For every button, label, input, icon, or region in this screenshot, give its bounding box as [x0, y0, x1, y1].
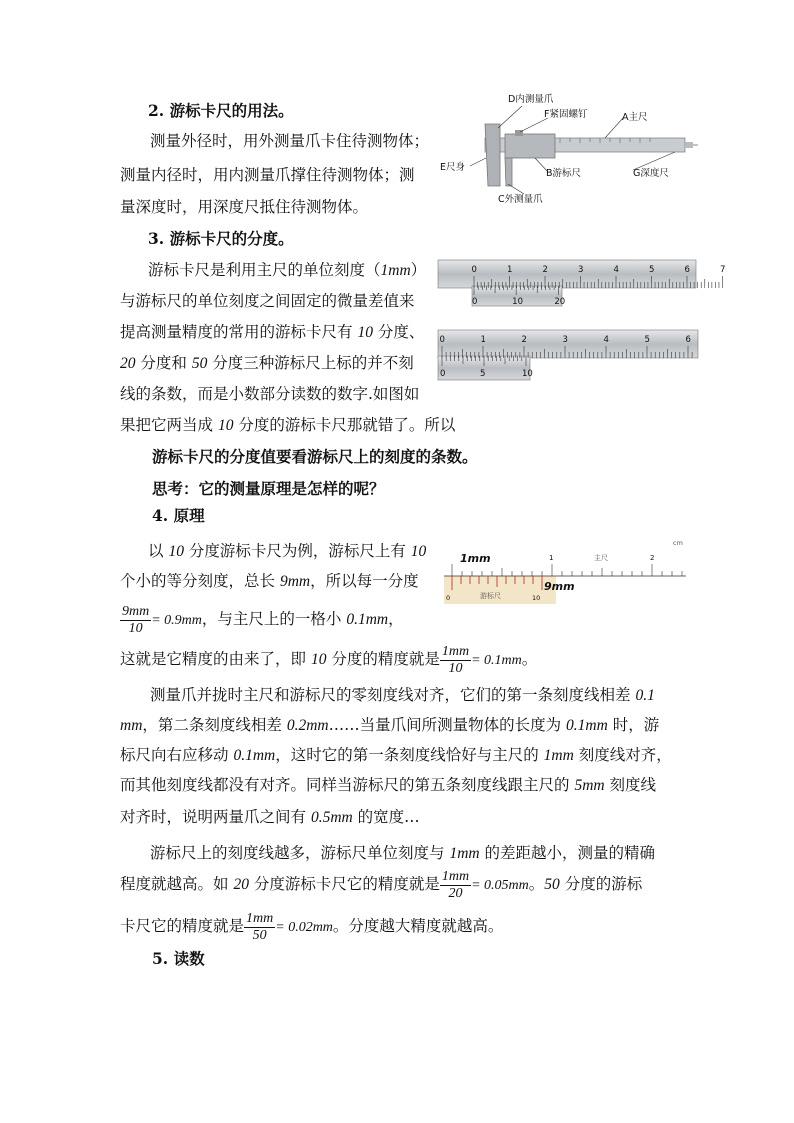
text: 对齐时，说明两量爪之间有 — [120, 808, 311, 826]
equation: = 0.05mm — [471, 878, 529, 893]
paragraph-line — [120, 640, 537, 678]
text: ，所以每一分度 — [310, 572, 419, 590]
denominator: 50 — [252, 927, 267, 943]
text: 0.1mm — [233, 747, 276, 764]
paragraph-line: 量深度时，用深度尺抵住待测物体。 — [120, 198, 369, 216]
text: 50 — [544, 876, 560, 893]
paragraph-line — [120, 864, 642, 904]
ruler-figure-20-division — [438, 258, 726, 308]
text: 刻度线对齐， — [573, 746, 672, 764]
numerator: 1mm — [246, 910, 274, 926]
main-scale-label: 6 — [685, 335, 691, 345]
text: 10 — [357, 324, 373, 341]
text: 个小的等分刻度，总长 — [120, 572, 280, 590]
text: 分度、 — [372, 323, 425, 341]
main-scale-label: 4 — [603, 335, 609, 345]
vernier-scale-label: 0 — [472, 297, 478, 307]
numerator: 9mm — [122, 603, 150, 619]
paragraph-line — [120, 352, 414, 375]
main-scale-label: 3 — [578, 265, 584, 275]
text: mm — [120, 717, 143, 734]
v0-label: 0 — [446, 594, 451, 602]
text: 10 — [410, 543, 427, 560]
text: ，这时它的第一条刻度线恰好与主尺的 — [275, 746, 544, 764]
numerator: 1mm — [441, 868, 470, 884]
equation: = 0.9mm — [151, 613, 202, 628]
paragraph-line — [120, 414, 455, 437]
text: 分度三种游标尺上标的并不刻 — [207, 354, 414, 372]
equation: = 0.1mm — [471, 653, 522, 668]
text: 分度的游标卡尺那就错了。所以 — [233, 416, 456, 434]
tick-1: 1 — [549, 554, 554, 562]
main-scale-label: 4 — [613, 265, 619, 275]
text: 而其他刻度线都没有对齐。同样当游标尺的第五条刻度线跟主尺的 — [120, 776, 575, 794]
text: 20 — [120, 355, 136, 372]
vernier-scale-label: 游标尺 — [480, 592, 501, 600]
text: 。 — [528, 875, 545, 893]
text: 5mm — [574, 777, 605, 794]
text: 分度游标卡尺它的精度就是 — [248, 875, 440, 893]
paragraph-line — [120, 321, 424, 344]
paragraph-line — [120, 744, 672, 767]
text: 时，游 — [607, 716, 660, 734]
text: 提高测量精度的常用的游标卡尺有 — [120, 323, 358, 341]
paragraph-line — [148, 259, 426, 282]
paragraph-line — [150, 684, 655, 707]
denominator: 10 — [448, 660, 463, 676]
denominator: 10 — [128, 620, 143, 636]
label-e-body: E尺身 — [440, 162, 466, 173]
text: 10 — [217, 417, 234, 434]
main-scale-label: 2 — [542, 265, 548, 275]
main-scale-label: 6 — [684, 265, 690, 275]
text: 刻度线 — [604, 776, 657, 794]
vernier-scale-label: 0 — [440, 369, 446, 379]
vernier-scale-label: 5 — [480, 369, 486, 379]
bold-statement: 游标卡尺的分度值要看游标尺上的刻度的条数。 — [152, 447, 478, 466]
main-scale-label: 5 — [644, 335, 650, 345]
paragraph-line: 线的条数，而是小数部分读数的数字.如图如 — [120, 385, 420, 403]
vernier-scale-label: 10 — [522, 369, 533, 379]
label-c-outer-jaw: C外测量爪 — [498, 194, 543, 205]
text: 分度和 — [135, 354, 192, 372]
denominator: 20 — [448, 885, 463, 901]
paragraph-line — [120, 806, 420, 829]
text: ， — [388, 610, 404, 628]
mm1-label: 1mm — [460, 552, 491, 565]
text: 0.1mm — [346, 611, 389, 628]
text: 的差距越小，测量的精确 — [479, 844, 656, 862]
main-scale-label: 3 — [562, 335, 568, 345]
paragraph-line: 测量外径时，用外测量爪卡住待测物体； — [150, 132, 430, 150]
text: 游标卡尺是利用主尺的单位刻度（ — [148, 261, 381, 279]
text: 的宽度… — [352, 808, 420, 826]
fraction — [440, 644, 471, 677]
main-scale-label: 0 — [471, 265, 477, 275]
tick-2: 2 — [650, 554, 655, 562]
section-5-heading: 5. 读数 — [152, 949, 205, 968]
text: 标尺向右应移动 — [120, 746, 234, 764]
section-2-heading: 2. 游标卡尺的用法。 — [148, 101, 294, 120]
text: 卡尺它的精度就是 — [120, 917, 245, 935]
text: 。分度越大精度就越高。 — [332, 917, 504, 935]
text: 游标尺上的刻度线越多，游标尺单位刻度与 — [150, 844, 450, 862]
label-b-vernier: B游标尺 — [546, 168, 582, 179]
fraction — [120, 604, 151, 637]
paragraph-line — [148, 540, 426, 563]
paragraph-line — [150, 842, 655, 865]
text: 。 — [521, 650, 538, 668]
text: 0.2mm — [286, 717, 329, 734]
text: 10 — [310, 651, 327, 668]
main-scale-label: 1 — [507, 265, 513, 275]
cm-label: cm — [673, 539, 683, 547]
main-scale-label: 1 — [480, 335, 486, 345]
text: 0.5mm — [310, 809, 353, 826]
vernier-scale-label: 10 — [512, 297, 523, 307]
text: 以 — [148, 542, 169, 560]
paragraph-line: 与游标尺的单位刻度之间固定的微量差值来 — [120, 292, 415, 310]
text: 10 — [168, 543, 184, 560]
text: 50 — [191, 355, 208, 372]
equation: = 0.02mm — [275, 920, 333, 935]
section-3-heading: 3. 游标卡尺的分度。 — [148, 229, 294, 248]
label-a-main-scale: A主尺 — [622, 112, 648, 123]
ruler-figure-10-division — [438, 328, 698, 382]
paragraph-line — [120, 774, 656, 797]
text: 分度的精度就是 — [326, 650, 440, 668]
label-f-screw: F紧固螺钉 — [544, 109, 588, 120]
text: 9mm — [279, 573, 311, 590]
text: 1mm — [449, 845, 480, 862]
label-g-depth-rod: G深度尺 — [633, 168, 669, 179]
text: 1mm — [543, 747, 574, 764]
text: 分度游标卡尺为例，游标尺上有 — [183, 542, 411, 560]
fraction — [440, 869, 471, 902]
text: 0.1mm — [566, 717, 608, 734]
label-d-inner-jaw: D内测量爪 — [508, 94, 554, 105]
text: ，第二条刻度线相差 — [142, 716, 287, 734]
main-scale-label: 2 — [521, 335, 527, 345]
main-scale-label: 7 — [720, 265, 726, 275]
main-scale-label: 5 — [649, 265, 655, 275]
text: 分度的游标 — [559, 875, 643, 893]
vernier-scale-label: 20 — [554, 297, 566, 307]
text: 0.1 — [635, 687, 655, 704]
paragraph-line — [120, 714, 659, 737]
paragraph-line — [120, 570, 419, 593]
text: 1mm — [380, 262, 411, 279]
text: 20 — [233, 876, 249, 893]
v10-label: 10 — [532, 594, 541, 602]
vernier-caliper-figure — [440, 88, 700, 210]
fraction — [244, 911, 275, 944]
paragraph-line — [120, 906, 503, 946]
paragraph-line: 测量内径时，用内测量爪撑住待测物体；测 — [120, 166, 415, 184]
mm9-label: 9mm — [544, 580, 575, 593]
numerator: 1mm — [441, 643, 470, 659]
text: ） — [410, 261, 427, 279]
paragraph-line — [120, 600, 404, 638]
text: 果把它两当成 — [120, 416, 218, 434]
main-scale-label: 0 — [439, 335, 445, 345]
principle-figure — [444, 538, 686, 606]
text: 程度就越高。如 — [120, 875, 234, 893]
text: ，与主尺上的一格小 — [201, 610, 347, 628]
bold-question: 思考：它的测量原理是怎样的呢？ — [152, 479, 385, 498]
section-4-heading: 4. 原理 — [152, 506, 205, 525]
text: ……当量爪间所测量物体的长度为 — [328, 716, 567, 734]
text: 测量爪并拢时主尺和游标尺的零刻度线对齐，它们的第一条刻度线相差 — [150, 686, 636, 704]
main-scale-label: 主尺 — [594, 554, 608, 562]
text: 这就是它精度的由来了，即 — [120, 650, 311, 668]
